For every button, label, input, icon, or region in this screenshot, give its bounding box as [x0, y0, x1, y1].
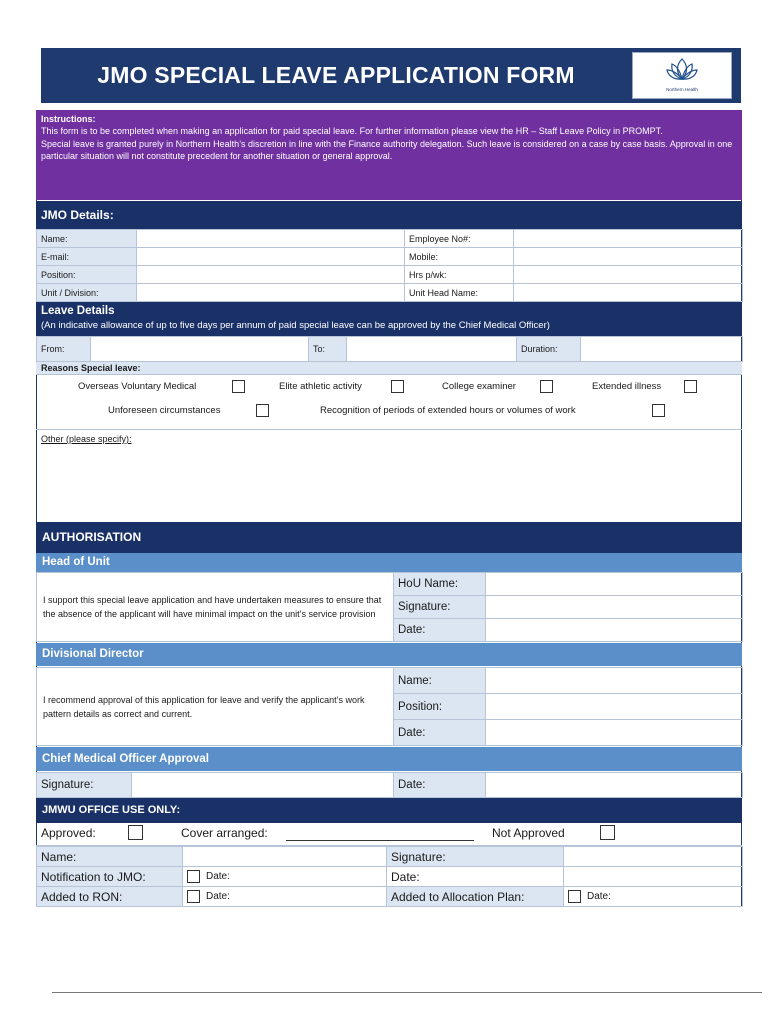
instructions-line-1: This form is to be completed when making an application for paid special leave. For further information please view the HR – Staff Leave Policy in PROMPT. [41, 126, 663, 137]
dd-date-label: Date: [394, 720, 486, 746]
instructions-line-2: Special leave is granted purely in Northern Health’s discretion in line with the Finance authority delegation. Such leave is considered on a case by case basis. Approval in one particular situation will not constitute precedent for another situation or general approval. [41, 138, 733, 162]
recognition-label: Recognition of periods of extended hours or volumes of work [320, 405, 576, 416]
footer-divider [52, 992, 762, 993]
not-approved-checkbox[interactable] [600, 825, 615, 840]
duration-label: Duration: [517, 337, 581, 362]
cmo-date-field[interactable] [486, 773, 743, 798]
added-plan-date-label: Date: [587, 891, 611, 903]
position-field[interactable] [137, 266, 405, 284]
email-field[interactable] [137, 248, 405, 266]
added-ron-cell [183, 887, 387, 907]
name-field[interactable] [137, 230, 405, 248]
leave-dates-table [36, 336, 743, 362]
hou-date-field[interactable] [486, 619, 743, 642]
to-label: To: [309, 337, 347, 362]
hrs-label: Hrs p/wk: [405, 266, 514, 284]
notification-label: Notification to JMO: [37, 867, 183, 887]
unit-field[interactable] [137, 284, 405, 302]
added-plan-label: Added to Allocation Plan: [387, 887, 564, 907]
added-ron-date-label: Date: [206, 891, 230, 903]
elite-label: Elite athletic activity [279, 381, 362, 392]
unit-head-label: Unit Head Name: [405, 284, 514, 302]
leave-details-subtitle: (An indicative allowance of up to five days per annum of paid special leave can be approved by the Chief Medical Officer) [41, 320, 550, 331]
unit-label: Unit / Division: [37, 284, 137, 302]
from-label: From: [37, 337, 91, 362]
dd-date-field[interactable] [486, 720, 743, 746]
college-checkbox[interactable] [540, 380, 553, 393]
form-header [41, 48, 741, 103]
unforeseen-checkbox[interactable] [256, 404, 269, 417]
authorisation-title: AUTHORISATION [36, 522, 742, 553]
office-date-field[interactable] [564, 867, 743, 887]
hou-name-label: HoU Name: [394, 573, 486, 596]
other-field[interactable] [36, 446, 742, 522]
office-signature-field[interactable] [564, 847, 743, 867]
added-plan-checkbox[interactable] [568, 890, 581, 903]
cover-arranged-label: Cover arranged: [181, 826, 268, 840]
notification-date-label: Date: [206, 871, 230, 883]
jmo-details-title: JMO Details: [36, 201, 742, 229]
extended-illness-checkbox[interactable] [684, 380, 697, 393]
lotus-logo-icon [662, 55, 702, 87]
added-ron-label: Added to RON: [37, 887, 183, 907]
duration-field[interactable] [581, 337, 743, 362]
dd-name-label: Name: [394, 668, 486, 694]
hou-statement: I support this special leave application and have undertaken measures to ensure that the absence of the applicant will have minimal impact on the unit’s service provision [37, 573, 394, 642]
elite-checkbox[interactable] [391, 380, 404, 393]
extended-illness-label: Extended illness [592, 381, 662, 392]
divisional-director-table [36, 667, 743, 746]
other-label: Other (please specify): [41, 434, 132, 444]
leave-details-header [36, 302, 742, 336]
dd-statement: I recommend approval of this application for leave and verify the applicant’s work pattern details as correct and current. [37, 668, 394, 746]
form-title: JMO SPECIAL LEAVE APPLICATION FORM [97, 62, 575, 88]
hou-signature-field[interactable] [486, 596, 743, 619]
hou-signature-label: Signature: [394, 596, 486, 619]
leave-details-title: Leave Details [41, 305, 115, 317]
not-approved-label: Not Approved [492, 826, 565, 840]
hou-date-label: Date: [394, 619, 486, 642]
position-label: Position: [37, 266, 137, 284]
cmo-approval-title: Chief Medical Officer Approval [36, 747, 742, 771]
head-of-unit-table [36, 572, 743, 642]
logo-text: Northern Health [666, 87, 698, 92]
cmo-date-label: Date: [394, 773, 486, 798]
dd-position-field[interactable] [486, 694, 743, 720]
office-use-title: JMWU OFFICE USE ONLY: [36, 798, 742, 823]
unit-head-field[interactable] [514, 284, 743, 302]
instructions-panel [36, 110, 742, 200]
mobile-field[interactable] [514, 248, 743, 266]
approved-checkbox[interactable] [128, 825, 143, 840]
instructions-heading: Instructions: [41, 114, 96, 124]
approved-label: Approved: [41, 826, 96, 840]
overseas-checkbox[interactable] [232, 380, 245, 393]
jmo-details-table [36, 229, 743, 302]
employee-no-field[interactable] [514, 230, 743, 248]
dd-name-field[interactable] [486, 668, 743, 694]
hrs-field[interactable] [514, 266, 743, 284]
added-ron-checkbox[interactable] [187, 890, 200, 903]
office-signature-label: Signature: [387, 847, 564, 867]
name-label: Name: [37, 230, 137, 248]
overseas-label: Overseas Voluntary Medical [78, 381, 197, 392]
office-name-label: Name: [37, 847, 183, 867]
cover-arranged-field[interactable] [286, 840, 474, 841]
divisional-director-title: Divisional Director [36, 643, 742, 666]
college-label: College examiner [442, 381, 516, 392]
cmo-signature-label: Signature: [37, 773, 132, 798]
notification-cell [183, 867, 387, 887]
head-of-unit-title: Head of Unit [36, 553, 742, 572]
dd-position-label: Position: [394, 694, 486, 720]
employee-no-label: Employee No#: [405, 230, 514, 248]
office-date-label: Date: [387, 867, 564, 887]
northern-health-logo [632, 52, 732, 99]
email-label: E-mail: [37, 248, 137, 266]
cmo-approval-table [36, 772, 743, 798]
added-plan-cell [564, 887, 743, 907]
mobile-label: Mobile: [405, 248, 514, 266]
office-name-field[interactable] [183, 847, 387, 867]
reasons-title: Reasons Special leave: [36, 362, 742, 375]
hou-name-field[interactable] [486, 573, 743, 596]
to-field[interactable] [347, 337, 517, 362]
notification-checkbox[interactable] [187, 870, 200, 883]
from-field[interactable] [91, 337, 309, 362]
unforeseen-label: Unforeseen circumstances [108, 405, 221, 416]
recognition-checkbox[interactable] [652, 404, 665, 417]
office-use-table [36, 846, 743, 907]
cmo-signature-field[interactable] [132, 773, 394, 798]
